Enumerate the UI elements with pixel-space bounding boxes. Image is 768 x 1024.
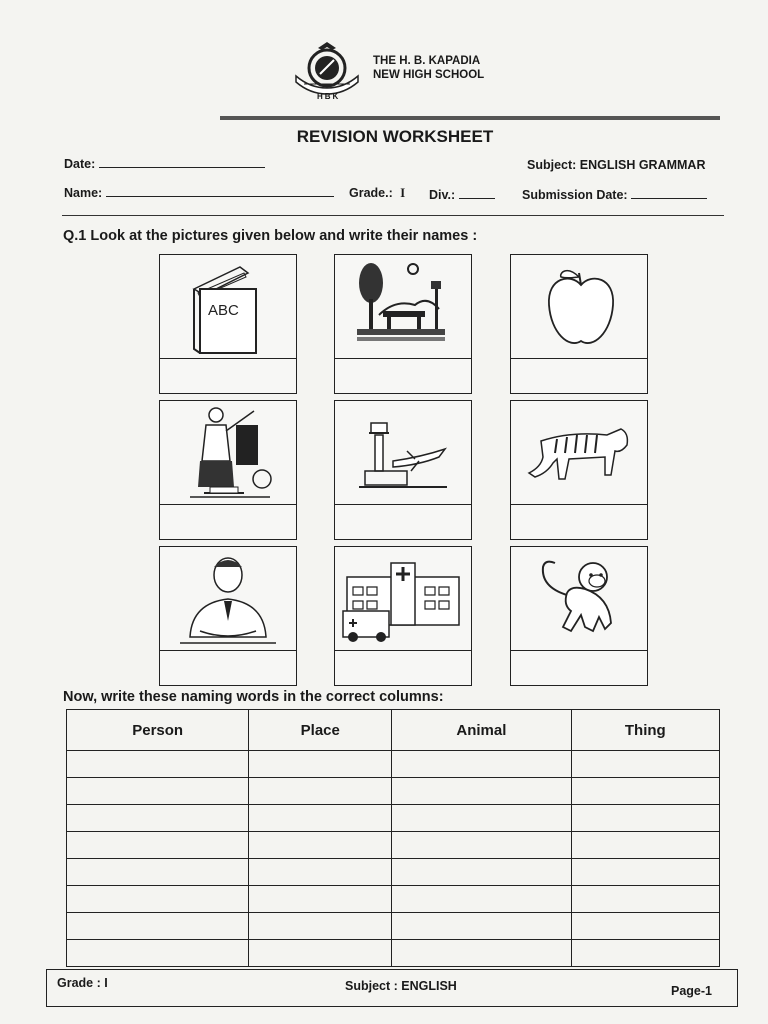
- table-row: [67, 751, 720, 778]
- table-cell[interactable]: [249, 913, 392, 940]
- hospital-icon: [335, 547, 471, 650]
- picture-card-park: [334, 254, 472, 394]
- answer-box[interactable]: [160, 504, 296, 540]
- table-cell[interactable]: [571, 886, 719, 913]
- header-rule: [220, 116, 720, 120]
- column-header-thing: Thing: [571, 710, 719, 751]
- school-name: [373, 54, 484, 82]
- table-cell[interactable]: [392, 886, 571, 913]
- picture-card-tiger: [510, 400, 648, 540]
- date-line[interactable]: [99, 155, 265, 168]
- table-cell[interactable]: [571, 832, 719, 859]
- table-row: [67, 886, 720, 913]
- answer-box[interactable]: [335, 358, 471, 394]
- question-2: Now, write these naming words in the correct columns:: [63, 689, 444, 705]
- column-header-animal: Animal: [392, 710, 571, 751]
- table-cell[interactable]: [249, 805, 392, 832]
- name-label: Name:: [64, 186, 103, 200]
- table-row: [67, 832, 720, 859]
- table-cell[interactable]: [67, 940, 249, 967]
- question-1: Q.1 Look at the pictures given below and write their names :: [63, 228, 478, 244]
- page-footer: [46, 969, 738, 1007]
- submission-date-line[interactable]: [631, 186, 707, 199]
- picture-card-book: [159, 254, 297, 394]
- table-row: [67, 805, 720, 832]
- answer-box[interactable]: [511, 650, 647, 686]
- teacher-icon: [160, 401, 296, 504]
- name-field[interactable]: [64, 184, 334, 200]
- worksheet-title: REVISION WORKSHEET: [296, 127, 494, 146]
- answer-box[interactable]: [160, 650, 296, 686]
- table-cell[interactable]: [67, 778, 249, 805]
- table-cell[interactable]: [249, 832, 392, 859]
- picture-card-man: [159, 546, 297, 686]
- subject-label: Subject: ENGLISH GRAMMAR: [527, 158, 706, 172]
- school-logo: [290, 38, 364, 100]
- answer-box[interactable]: [511, 358, 647, 394]
- table-row: [67, 778, 720, 805]
- table-cell[interactable]: [571, 940, 719, 967]
- table-cell[interactable]: [249, 859, 392, 886]
- table-cell[interactable]: [67, 913, 249, 940]
- table-cell[interactable]: [249, 751, 392, 778]
- table-cell[interactable]: [67, 859, 249, 886]
- table-cell[interactable]: [67, 886, 249, 913]
- logo-abbrev: HBK: [317, 92, 341, 101]
- footer-page-number: Page-1: [671, 984, 712, 998]
- section-divider: [62, 215, 724, 216]
- div-field[interactable]: [429, 186, 495, 202]
- monkey-icon: [511, 547, 647, 650]
- column-header-person: Person: [67, 710, 249, 751]
- footer-subject: Subject : ENGLISH: [345, 979, 457, 993]
- answer-box[interactable]: [511, 504, 647, 540]
- table-cell[interactable]: [571, 913, 719, 940]
- answer-box[interactable]: [335, 650, 471, 686]
- picture-card-teacher: [159, 400, 297, 540]
- airport-icon: [335, 401, 471, 504]
- table-cell[interactable]: [392, 913, 571, 940]
- table-cell[interactable]: [392, 859, 571, 886]
- book-icon: [160, 255, 296, 358]
- column-header-place: Place: [249, 710, 392, 751]
- school-name-line2: NEW HIGH SCHOOL: [373, 69, 485, 81]
- table-cell[interactable]: [571, 778, 719, 805]
- picture-card-monkey: [510, 546, 648, 686]
- school-name-line1: THE H. B. KAPADIA: [373, 55, 481, 67]
- table-cell[interactable]: [392, 832, 571, 859]
- tiger-icon: [511, 401, 647, 504]
- table-cell[interactable]: [571, 859, 719, 886]
- picture-card-airport: [334, 400, 472, 540]
- submission-date-label: Submission Date:: [522, 188, 628, 202]
- table-cell[interactable]: [392, 940, 571, 967]
- date-label: Date:: [64, 157, 96, 171]
- footer-grade: Grade : I: [57, 976, 108, 990]
- div-line[interactable]: [459, 186, 495, 199]
- name-line[interactable]: [106, 184, 334, 197]
- grade-field: [349, 186, 405, 201]
- table-cell[interactable]: [249, 940, 392, 967]
- book-cover-text: ABC: [208, 302, 239, 319]
- table-row: [67, 940, 720, 967]
- table-cell[interactable]: [67, 832, 249, 859]
- grade-value: I: [400, 186, 406, 200]
- table-cell[interactable]: [67, 805, 249, 832]
- man-icon: [160, 547, 296, 650]
- answer-box[interactable]: [335, 504, 471, 540]
- submission-date-field[interactable]: [522, 186, 707, 202]
- picture-card-hospital: [334, 546, 472, 686]
- table-cell[interactable]: [249, 886, 392, 913]
- date-field[interactable]: [64, 155, 265, 171]
- table-row: [67, 913, 720, 940]
- grade-label: Grade.:: [349, 186, 393, 200]
- naming-words-table: [66, 709, 720, 967]
- table-cell[interactable]: [571, 805, 719, 832]
- table-cell[interactable]: [392, 805, 571, 832]
- table-cell[interactable]: [249, 778, 392, 805]
- table-cell[interactable]: [571, 751, 719, 778]
- answer-box[interactable]: [160, 358, 296, 394]
- park-icon: [335, 255, 471, 358]
- div-label: Div.:: [429, 188, 456, 202]
- picture-card-apple: [510, 254, 648, 394]
- table-cell[interactable]: [67, 751, 249, 778]
- table-cell[interactable]: [392, 751, 571, 778]
- table-cell[interactable]: [392, 778, 571, 805]
- apple-icon: [511, 255, 647, 358]
- table-row: [67, 859, 720, 886]
